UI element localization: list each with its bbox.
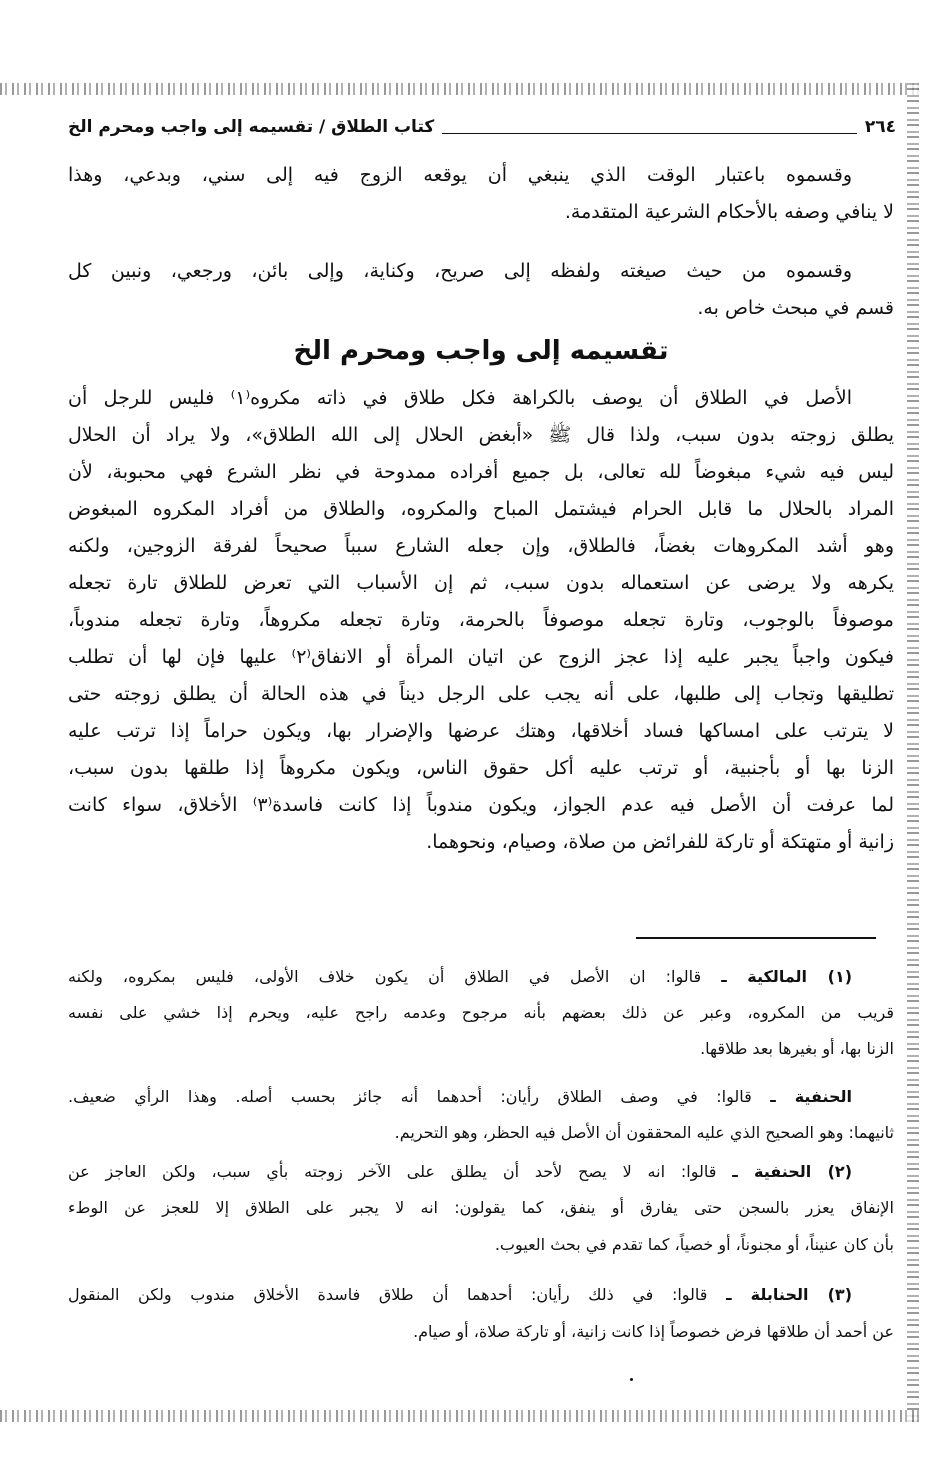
footnote-line <box>68 1157 894 1187</box>
section-heading: تقسيمه إلى واجب ومحرم الخ <box>293 336 669 366</box>
paragraph-line: الزنا بها أو بأجنبية، أو ترتب عليه أكل حقوق الناس، ويكون مكروهاً إذا طلقها بدون سبب، <box>68 757 894 779</box>
paragraph-line: ليس فيه شيء مبغوضاً لله تعالى، بل جميع أفراده ممدوحة في نظر الشرع فهي محبوبة، لأن <box>68 461 894 483</box>
paragraph-line: يطلق زوجته بدون سبب، ولذا قال ﷺ «أبغض الحلال إلى الله الطلاق»، ولا يراد أن الحلال <box>68 424 894 446</box>
paragraph-line: لا ينافي وصفه بالأحكام الشرعية المتقدمة. <box>564 201 894 223</box>
paragraph-line: وقسموه باعتبار الوقت الذي ينبغي أن يوقعه الزوج فيه إلى سني، وبدعي، وهذا <box>68 164 852 186</box>
footnote-text: قالوا: ان الأصل في الطلاق أن يكون خلاف الأولى، فليس بمكروه، ولكنه <box>68 967 702 986</box>
paragraph-line: زانية أو متهتكة أو تاركة للفرائض من صلاة، وصيام، ونحوهما. <box>426 831 894 853</box>
stray-mark <box>630 1378 633 1381</box>
footnote-line <box>68 1082 894 1112</box>
footnote-label: (٢) الحنفية ـ <box>732 1162 852 1181</box>
footnote-line <box>68 962 894 992</box>
ornamental-border-top <box>0 83 920 95</box>
footnote-line: الإنفاق يعزر بالسجن حتى يفارق أو ينفق، كما يقولون: انه لا يجبر على الطلاق إلا للعجز عن الوطء <box>68 1198 894 1217</box>
paragraph-line: وهو أشد المكروهات بغضاً، فالطلاق، وإن جعله الشارع سبباً صحيحاً لفرقة الزوجين، ولكنه <box>68 535 894 557</box>
footnote-line: عن أحمد أن طلاقها فرض خصوصاً إذا كانت زانية، أو تاركة صلاة، أو صيام. <box>413 1322 894 1341</box>
footnote-text: قالوا: انه لا يصح لأحد أن يطلق على الآخر زوجته بأي سبب، ولكن العاجز عن <box>68 1162 717 1181</box>
footnote-text: قالوا: في وصف الطلاق رأيان: أحدهما أنه جائز بحسب أصله. وهذا الرأي ضعيف. <box>68 1087 752 1106</box>
footnote-line: الزنا بها، أو بغيرها بعد طلاقها. <box>700 1039 894 1058</box>
running-header <box>68 112 896 142</box>
paragraph-line: المراد بالحلال ما قابل الحرام فيشتمل المباح والمكروه، والطلاق من أفراد المكروه المبغوض <box>68 498 894 520</box>
paragraph-line: موصوفاً بالوجوب، وتارة تجعله موصوفاً بالحرمة، وتارة تجعله مكروهاً، وتارة تجعله مندوباً، <box>68 609 894 631</box>
footnote-label: (١) المالكية ـ <box>721 967 853 986</box>
paragraph-line: تطليقها وتجاب إلى طلبها، على أنه يجب على الرجل ديناً في هذه الحالة أن يطلق زوجته حتى <box>68 683 894 705</box>
page-number: ٢٦٤ <box>864 117 896 137</box>
footnote-line: بأن كان عنيناً، أو مجنوناً، أو خصياً، كما تقدم في بحث العيوب. <box>494 1235 894 1254</box>
paragraph-line: الأصل في الطلاق أن يوصف بالكراهة فكل طلاق في ذاته مكروه⁽١⁾ فليس للرجل أن <box>68 387 852 409</box>
footnote-line: قريب من المكروه، وعبر عن ذلك بعضهم بأنه مرجوح وعدمه راجح عليه، ويحرم إذا خشي على نفسه <box>68 1003 894 1022</box>
paragraph-line: قسم في مبحث خاص به. <box>697 297 894 319</box>
footnote-label: الحنفية ـ <box>770 1087 853 1106</box>
header-rule <box>442 121 857 134</box>
ornamental-border-bottom <box>0 1410 920 1422</box>
paragraph-line: يكرهه ولا يرضى عن استعماله بدون سبب، ثم إن الأسباب التي تعرض للطلاق تارة تجعله <box>68 572 894 594</box>
footnote-text: قالوا: في ذلك رأيان: أحدهما أن طلاق فاسدة الأخلاق مندوب ولكن المنقول <box>68 1285 708 1304</box>
paragraph-line: وقسموه من حيث صيغته ولفظه إلى صريح، وكناية، وإلى بائن، ورجعي، ونبين كل <box>68 260 852 282</box>
paragraph-line: لا يترتب على امساكها فساد أخلاقها، وهتك عرضها والإضرار بها، ويكون حراماً إذا ترتب عليه <box>68 720 894 742</box>
ornamental-border-right <box>907 83 919 1422</box>
footnote-line <box>68 1280 894 1310</box>
footnote-line: ثانيهما: وهو الصحيح الذي عليه المحققون أن الأصل فيه الحظر، وهو التحريم. <box>394 1123 894 1142</box>
running-title: كتاب الطلاق / تقسيمه إلى واجب ومحرم الخ <box>68 117 435 137</box>
footnote-separator <box>636 937 876 939</box>
footnote-label: (٣) الحنابلة ـ <box>726 1285 852 1304</box>
paragraph-line: فيكون واجباً يجبر عليه إذا عجز الزوج عن اتيان المرأة أو الانفاق⁽٢⁾ عليها فإن لها أن تطلب <box>68 646 894 668</box>
paragraph-line: لما عرفت أن الأصل فيه عدم الجواز، ويكون مندوباً إذا كانت فاسدة⁽٣⁾ الأخلاق، سواء كانت <box>68 794 894 816</box>
